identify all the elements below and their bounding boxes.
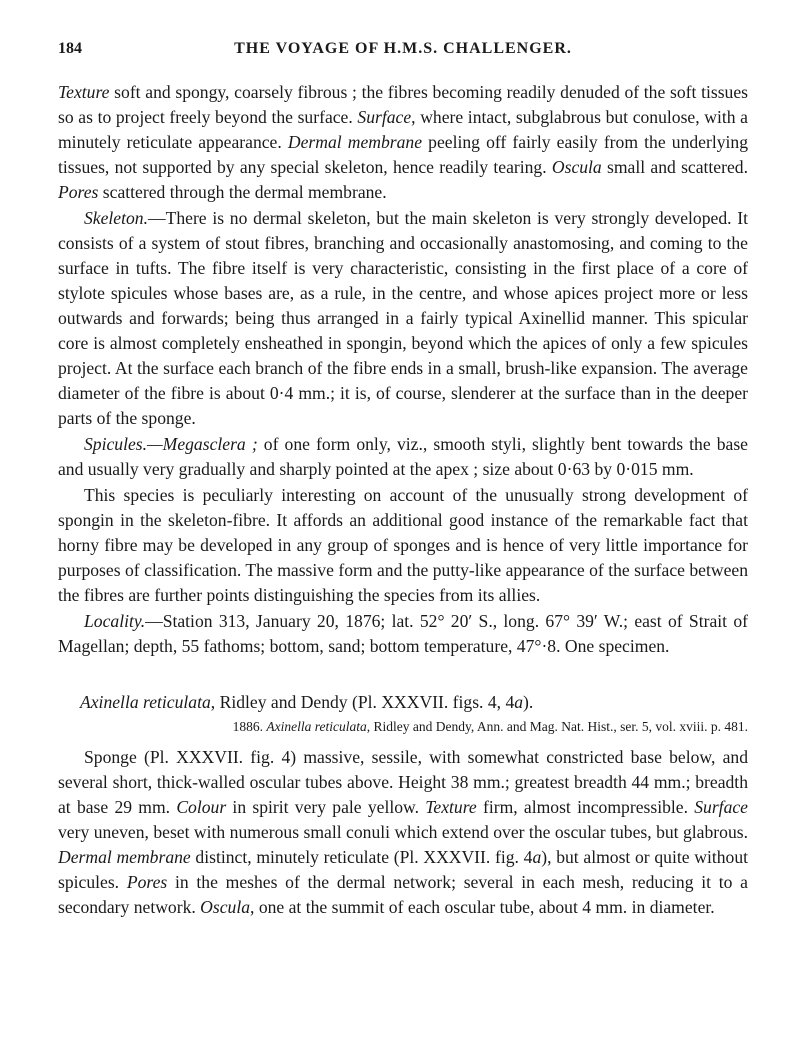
paragraph-sponge-description: Sponge (Pl. XXXVII. fig. 4) massive, sessile, with somewhat constricted base below, and several short, thick-walled oscular tubes above. Height 38 mm.; greatest breadth 44 mm.; breadth at base 29 mm. Colour in spirit very pale yellow. Texture firm, almost incompressible. Surface very uneven, beset with numerous small conuli which extend over the oscular tubes, but glabrous. Dermal membrane distinct, minutely reticulate (Pl. XXXVII. fig. 4a), but almost or quite without spicules. Pores in the meshes of the dermal network; several in each mesh, reducing it to a secondary network. Oscula, one at the summit of each oscular tube, about 4 mm. in diameter. xyxy=(58,747,749,917)
paragraph-locality: Locality.—Station 313, January 20, 1876; lat. 52° 20′ S., long. 67° 39′ W.; east of Strait of Magellan; depth, 55 fathoms; bottom, sand; bottom temperature, 47°·8. One specimen. xyxy=(58,611,748,656)
body-text xyxy=(58,80,748,921)
paragraph-texture: Texture soft and spongy, coarsely fibrous ; the fibres becoming readily denuded of the soft tissues so as to project freely beyond the surface. Surface, where intact, subglabrous but conulose, with a minutely reticulate appearance. Dermal membrane peeling off fairly easily from the underlying tissues, not supported by any special skeleton, hence readily tearing. Oscula small and scattered. Pores scattered through the dermal membrane. xyxy=(58,82,748,202)
species-heading: Axinella reticulata, Ridley and Dendy (Pl. XXXVII. figs. 4, 4a). xyxy=(80,692,534,712)
paragraph-spicules: Spicules.—Megasclera ; of one form only, viz., smooth styli, slightly bent towards the base and usually very gradually and sharply pointed at the apex ; size about 0·63 by 0·015 mm. xyxy=(58,434,748,479)
page-number: 184 xyxy=(58,40,82,57)
reference-citation: 1886. Axinella reticulata, Ridley and Dendy, Ann. and Mag. Nat. Hist., ser. 5, vol. xviii. p. 481. xyxy=(232,719,748,734)
page-header xyxy=(58,40,748,64)
paragraph-skeleton: Skeleton.—There is no dermal skeleton, but the main skeleton is very strongly developed. It consists of a system of stout fibres, branching and occasionally anastomosing, and coming to the surface in tufts. The fibre itself is very characteristic, consisting in the first place of a core of stylote spicules whose bases are, as a rule, in the centre, and whose apices project more or less outwards and forwards; being thus arranged in a fairly typical Axinellid manner. This spicular core is almost completely ensheathed in spongin, beyond which the apices of only a few spicules project. At the surface each branch of the fibre ends in a small, brush-like expansion. The average diameter of the fibre is about 0·4 mm.; it is, of course, slenderer at the surface than in the deeper parts of the sponge. xyxy=(58,208,748,428)
paragraph-discussion: This species is peculiarly interesting on account of the unusually strong development of spongin in the skeleton-fibre. It affords an additional good instance of the remarkable fact that horny fibre may be developed in any group of sponges and is hence of very little importance for purposes of classification. The massive form and the putty-like appearance of the surface between the fibres are further points distinguishing the species from its allies. xyxy=(58,485,748,605)
running-title: THE VOYAGE OF H.M.S. CHALLENGER. xyxy=(234,40,572,57)
